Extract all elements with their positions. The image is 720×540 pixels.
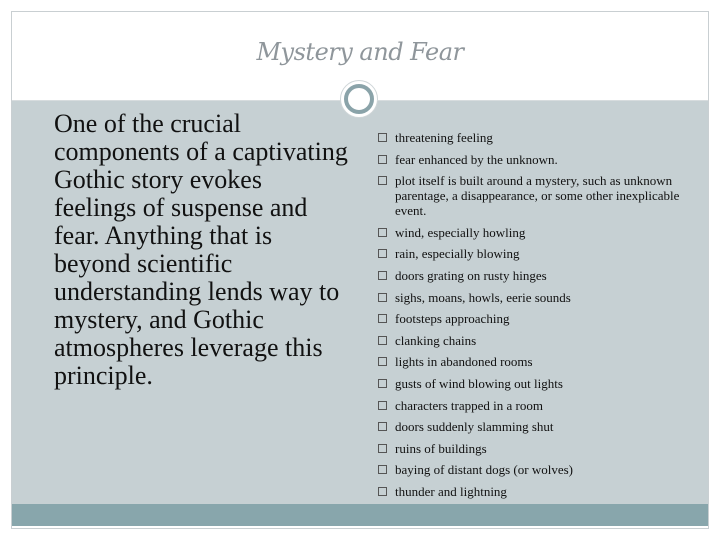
bullet-text: footsteps approaching: [395, 311, 510, 327]
bullet-text: fear enhanced by the unknown.: [395, 151, 558, 167]
square-bullet-icon: [378, 444, 387, 453]
intro-paragraph: One of the crucial components of a captivating Gothic story evokes feelings of suspense and fear. Anything that is beyond scientific understanding lends way to mystery, and Gothic atmospheres leverage this principle.: [54, 109, 348, 390]
bullet-text: wind, especially howling: [395, 224, 526, 240]
list-item: [378, 311, 696, 326]
bullet-list: [378, 130, 696, 521]
bullet-text: sighs, moans, howls, eerie sounds: [395, 289, 571, 305]
list-item: [378, 462, 696, 477]
square-bullet-icon: [378, 133, 387, 142]
square-bullet-icon: [378, 422, 387, 431]
list-item: [378, 333, 696, 348]
list-item: [378, 441, 696, 456]
bullet-text: thunder and lightning: [395, 483, 507, 499]
square-bullet-icon: [378, 314, 387, 323]
footer-band: [12, 504, 708, 526]
square-bullet-icon: [378, 228, 387, 237]
square-bullet-icon: [378, 176, 387, 185]
bullet-text: rain, especially blowing: [395, 246, 520, 262]
list-item: [378, 225, 696, 240]
bullet-text: gusts of wind blowing out lights: [395, 375, 563, 391]
square-bullet-icon: [378, 336, 387, 345]
bullet-text: doors suddenly slamming shut: [395, 419, 554, 435]
bullet-text: baying of distant dogs (or wolves): [395, 462, 574, 478]
square-bullet-icon: [378, 465, 387, 474]
list-item: [378, 290, 696, 305]
square-bullet-icon: [378, 271, 387, 280]
list-item: [378, 268, 696, 283]
bullet-text: doors grating on rusty hinges: [395, 267, 547, 283]
list-item: [378, 173, 696, 218]
bullet-text: threatening feeling: [395, 130, 493, 145]
list-item: [378, 419, 696, 434]
bullet-text: plot itself is built around a mystery, such as unknown parentage, a disappearance, or some other inexplicable event.: [395, 173, 680, 219]
square-bullet-icon: [378, 401, 387, 410]
list-item: [378, 152, 696, 167]
bullet-text: characters trapped in a room: [395, 397, 543, 413]
list-item: [378, 246, 696, 261]
list-item: [378, 376, 696, 391]
list-item: [378, 354, 696, 369]
square-bullet-icon: [378, 487, 387, 496]
slide-title: Mystery and Fear: [256, 38, 464, 66]
square-bullet-icon: [378, 155, 387, 164]
bullet-text: ruins of buildings: [395, 440, 487, 456]
square-bullet-icon: [378, 379, 387, 388]
square-bullet-icon: [378, 357, 387, 366]
square-bullet-icon: [378, 293, 387, 302]
bullet-text: lights in abandoned rooms: [395, 354, 533, 370]
square-bullet-icon: [378, 249, 387, 258]
title-divider-right: [378, 100, 708, 101]
title-divider-left: [12, 100, 342, 101]
list-item: [378, 130, 696, 145]
list-item: [378, 484, 696, 499]
bullet-text: clanking chains: [395, 332, 477, 348]
list-item: [378, 398, 696, 413]
